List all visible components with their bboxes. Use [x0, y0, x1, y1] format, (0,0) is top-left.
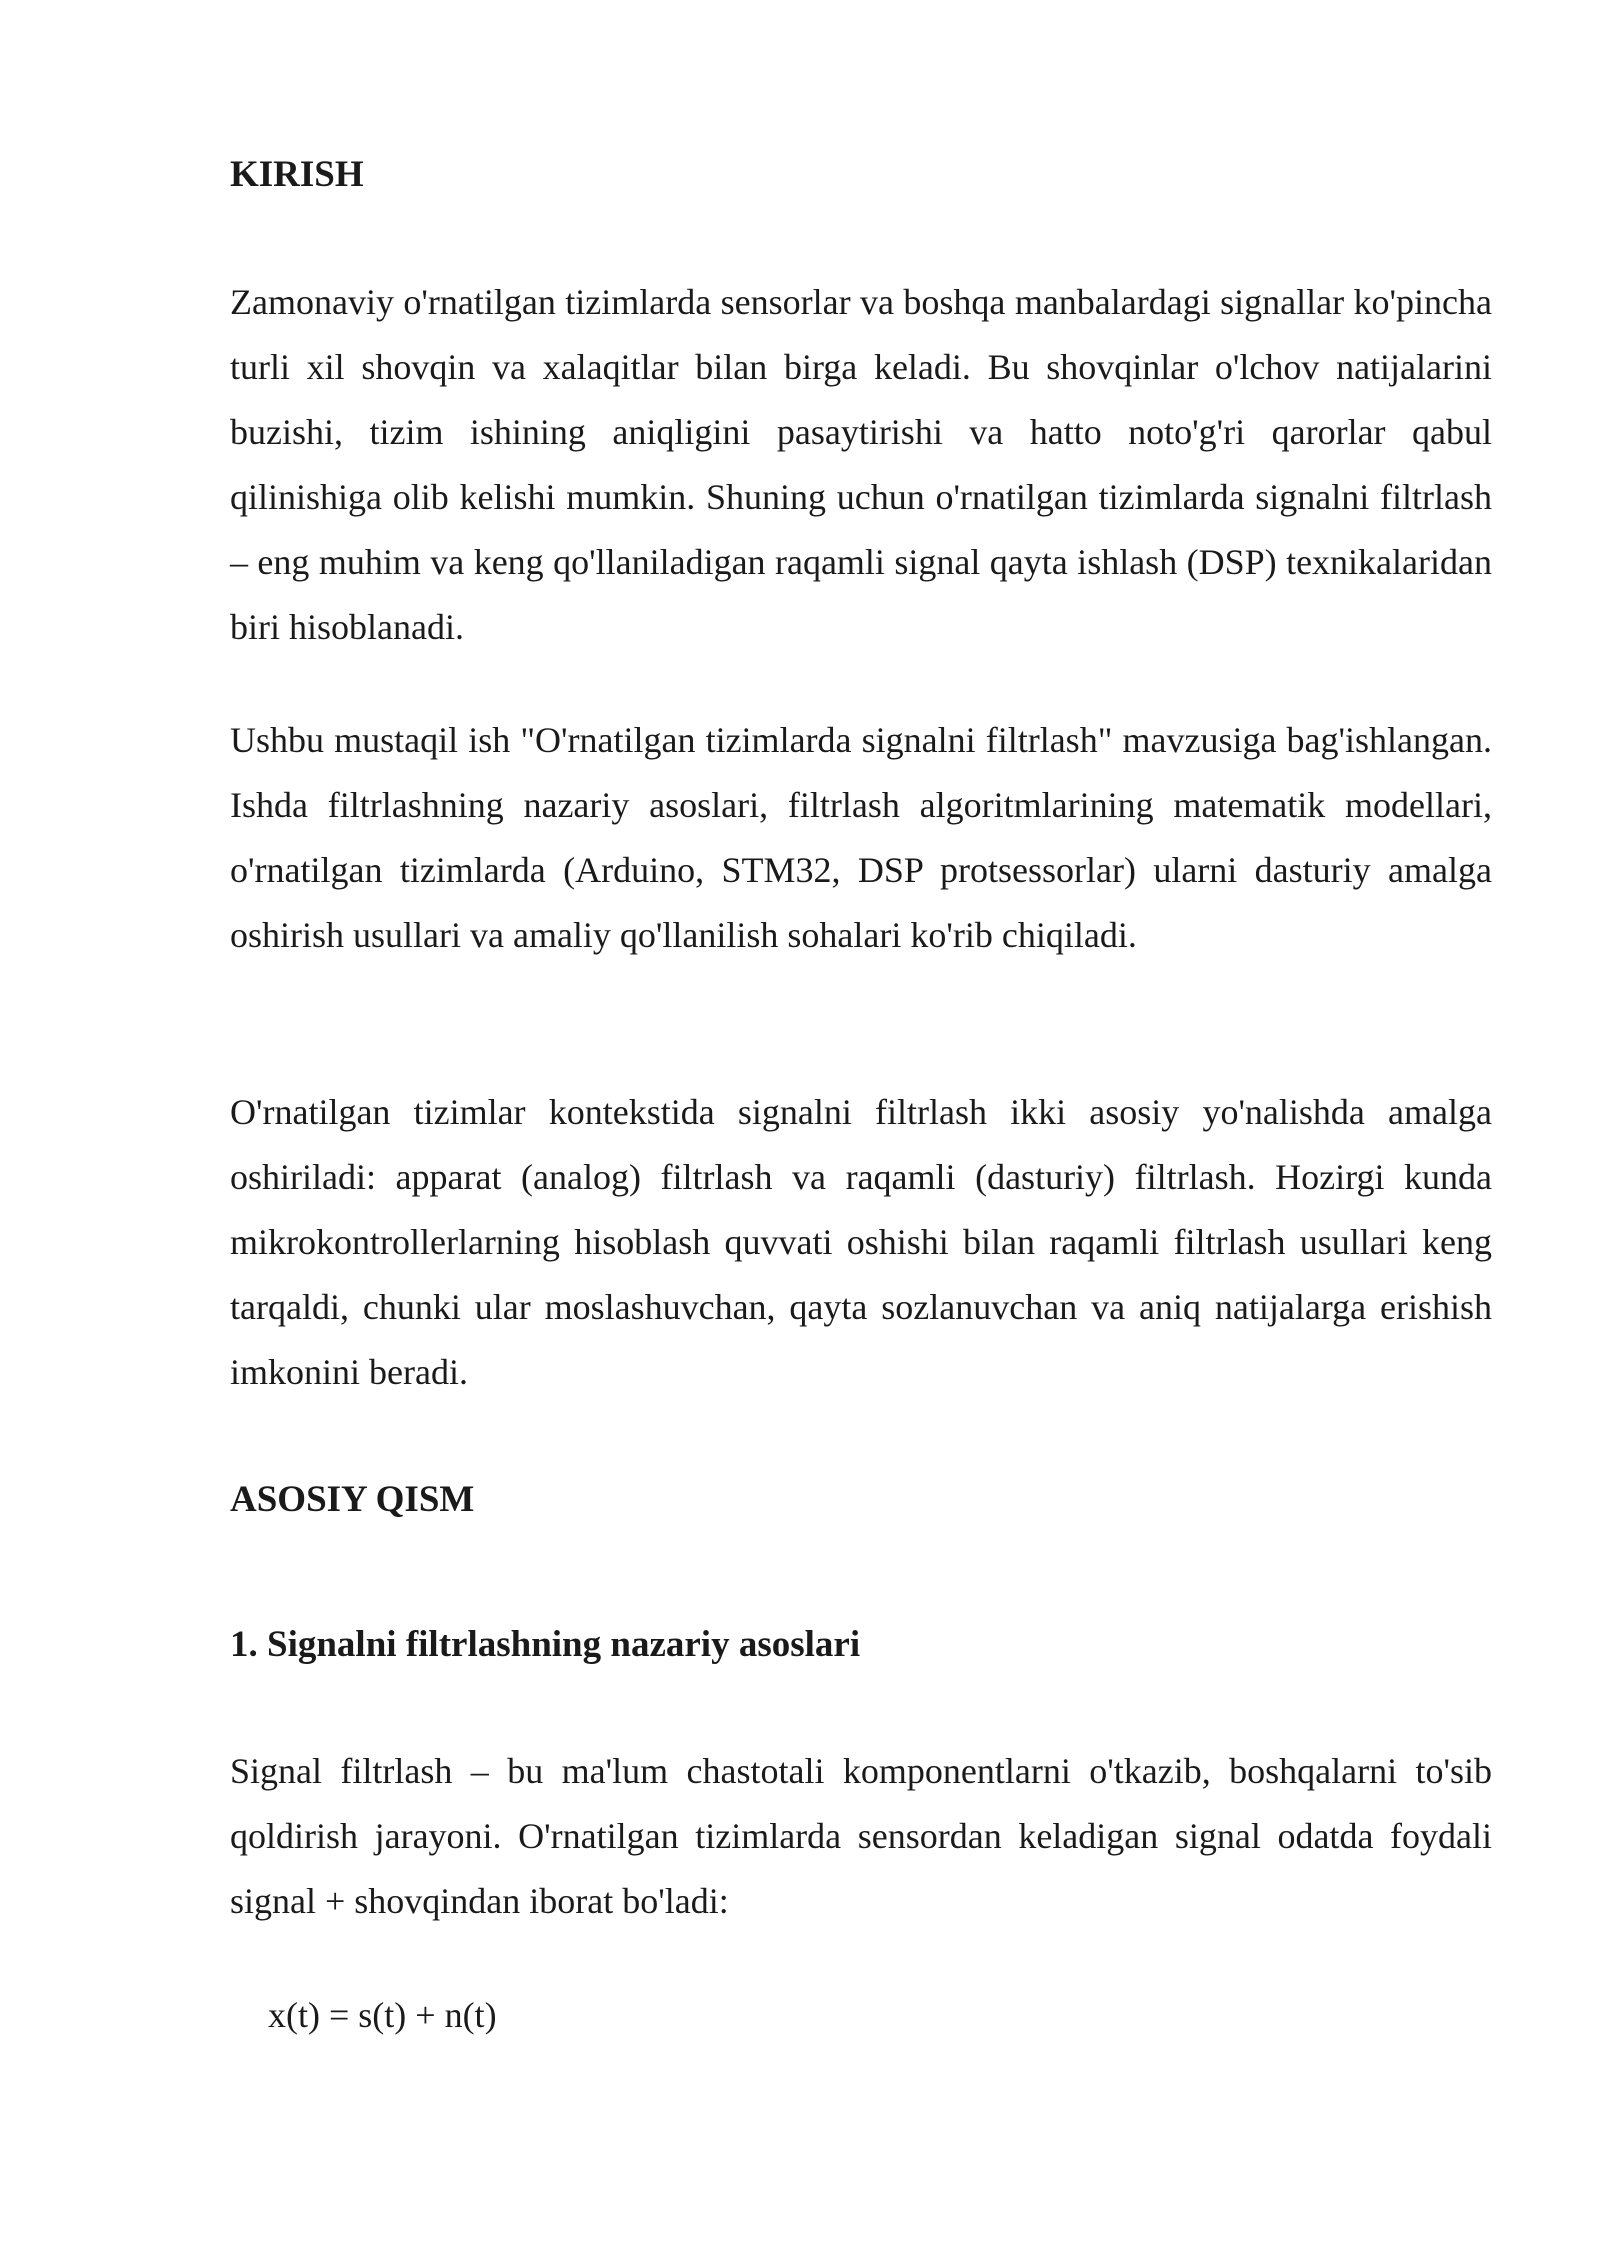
- intro-paragraph-1: Zamonaviy o'rnatilgan tizimlarda sensorlar va boshqa manbalardagi signallar ko'pincha turli xil shovqin va xalaqitlar bilan birga keladi. Bu shovqinlar o'lchov natijalarini buzishi, tizim ishining aniqligini pasaytirishi va hatto noto'g'ri qarorlar qabul qilinishiga olib kelishi mumkin. Shuning uchun o'rnatilgan tizimlarda signalni filtrlash – eng muhim va keng qo'llaniladigan raqamli signal qayta ishlash (DSP) texnikalaridan biri hisoblanadi.: [230, 282, 1492, 647]
- signal-formula: x(t) = s(t) + n(t): [268, 1995, 497, 2035]
- section1-paragraph: Signal filtrlash – bu ma'lum chastotali komponentlarni o'tkazib, boshqalarni to'sib qoldirish jarayoni. O'rnatilgan tizimlarda sensordan keladigan signal odatda foydali signal + shovqindan iborat bo'ladi:: [230, 1751, 1492, 1921]
- heading-asosiy-qism: ASOSIY QISM: [230, 1479, 475, 1520]
- intro-paragraph-2: Ushbu mustaqil ish "O'rnatilgan tizimlarda signalni filtrlash" mavzusiga bag'ishlangan. Ishda filtrlashning nazariy asoslari, filtrlash algoritmlarining matematik modellari, o'rnatilgan tizimlarda (Arduino, STM32, DSP protsessorlar) ularni dasturiy amalga oshirish usullari va amaliy qo'llanilish sohalari ko'rib chiqiladi.: [230, 720, 1492, 955]
- intro-paragraph-3: O'rnatilgan tizimlar kontekstida signalni filtrlash ikki asosiy yo'nalishda amalga oshiriladi: apparat (analog) filtrlash va raqamli (dasturiy) filtrlash. Hozirgi kunda mikrokontrollerlarning hisoblash quvvati oshishi bilan raqamli filtrlash usullari keng tarqaldi, chunki ular moslashuvchan, qayta sozlanuvchan va aniq natijalarga erishish imkonini beradi.: [230, 1092, 1492, 1392]
- heading-section-1: 1. Signalni filtrlashning nazariy asoslari: [230, 1624, 861, 1665]
- heading-kirish: KIRISH: [230, 154, 364, 195]
